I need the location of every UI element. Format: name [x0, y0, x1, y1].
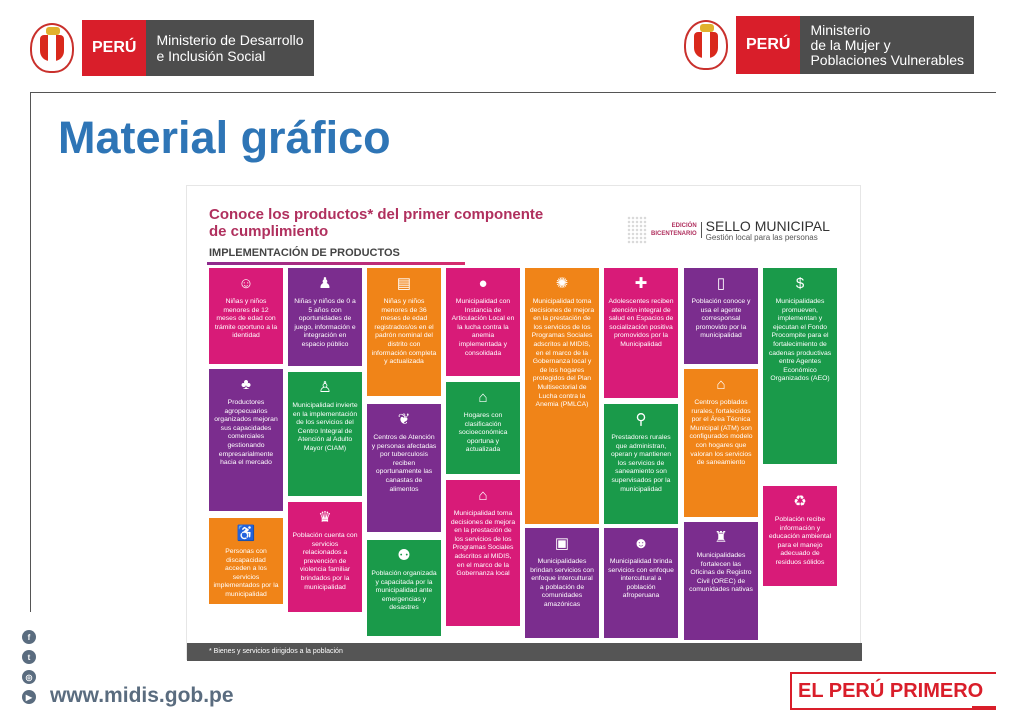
product-card — [604, 528, 678, 638]
product-card-text: Población recibe información y educación ambiental para el manejo adecuado de residuos sólidos — [768, 516, 832, 566]
product-card — [209, 369, 283, 511]
product-card-text: Municipalidades promueven, implementan y ejecutan el Fondo Procompite para el fortalecimiento de cadenas productivas entre Agentes Económico Organizados (AEO) — [768, 298, 832, 383]
product-card-text: Municipalidad invierte en la implementación de los servicios del Centro Integral de Atención al Adulto Mayor (CIAM) — [292, 402, 358, 452]
ministry-name-line1: Ministerio — [810, 21, 871, 38]
ministry-name-line3: Poblaciones Vulnerables — [810, 51, 965, 68]
registry-icon: ♜ — [714, 528, 728, 546]
house-icon: ⌂ — [716, 375, 726, 393]
product-card — [763, 268, 837, 464]
product-card-text: Municipalidad toma decisiones de mejora en la prestación de los servicios de los Programas Sociales adscritos al MIDIS, en el marco de la Gobernanza local — [450, 510, 516, 578]
infographic-title-line1: Conoce los productos* del primer componente — [209, 206, 544, 223]
mimp-logo — [684, 16, 974, 74]
product-card-text: Centros de Atención y personas afectadas por tuberculosis reciben oportunamente las canastas de alimentos — [371, 434, 437, 493]
product-card-text: Población conoce y usa el agente corresponsal promovido por la municipalidad — [691, 298, 751, 340]
farmer-icon: ♣ — [241, 375, 251, 393]
municipality-icon: ⌂ — [478, 486, 488, 504]
product-card-text: Adolescentes reciben atención integral de salud en Espacios de socialización positiva promovidos por la Municipalidad — [608, 298, 674, 348]
infographic-title — [209, 206, 589, 240]
hospital-icon: ✚ — [634, 274, 648, 292]
coat-of-arms-icon — [30, 23, 74, 73]
product-card — [684, 369, 758, 517]
baby-icon: ☺ — [238, 274, 254, 292]
sello-bicentenario-label: BICENTENARIO — [651, 231, 697, 237]
facebook-icon[interactable]: f — [22, 630, 36, 644]
wheelchair-icon: ♿ — [236, 524, 256, 542]
ministry-name — [800, 16, 974, 74]
infographic-subtitle: IMPLEMENTACIÓN DE PRODUCTOS — [209, 247, 400, 259]
infographic-title-line2: de cumplimiento — [209, 223, 329, 240]
food-icon: ❦ — [397, 410, 411, 428]
subtitle-underline — [207, 262, 465, 265]
product-card — [367, 268, 441, 396]
community-icon: ⚉ — [397, 546, 411, 564]
el-peru-primero-logo: EL PERÚ PRIMERO — [790, 672, 996, 710]
product-card-text: Municipalidad toma decisiones de mejora en la prestación de los servicios de los Programas Sociales adscritos al MIDIS, en el marco de la Gobernanza local y de los hogares protegidos del Plan Multisectorial de Lucha contra la Anemia (PMLCA) — [529, 298, 595, 409]
sello-edition — [651, 222, 702, 238]
product-card-text: Niñas y niños menores de 36 meses de edad registrados/os en el padrón nominal del distrito con información completa y actualizada — [371, 298, 437, 366]
sello-title: SELLO MUNICIPAL — [705, 217, 830, 234]
elderly-icon: ♙ — [318, 378, 332, 396]
ministry-name-line1: Ministerio de Desarrollo — [156, 32, 304, 48]
product-card-text: Productores agropecuarios organizados mejoran sus capacidades comerciales gestionando empresarialmente hacia el mercado — [214, 399, 278, 467]
product-card-text: Niñas y niños menores de 12 meses de edad con trámite oportuno a la identidad — [214, 298, 278, 340]
product-card-text: Centros poblados rurales, fortalecidos por el Área Técnica Municipal (ATM) son configurados modelo con hogares que valoran los servicios de saneamiento — [689, 399, 753, 467]
document-icon: ▤ — [396, 274, 412, 292]
product-card — [684, 268, 758, 364]
brand-underline — [972, 706, 996, 708]
product-card-text: Municipalidad con Instancia de Articulación Local en la lucha contra la anemia implementada y consolidada — [451, 298, 515, 357]
product-card — [684, 522, 758, 640]
product-card — [288, 268, 362, 366]
peru-map-icon — [627, 216, 647, 244]
product-card — [525, 268, 599, 524]
product-card — [525, 528, 599, 638]
product-card — [604, 268, 678, 398]
product-card — [446, 480, 520, 626]
recycle-icon: ♻ — [793, 492, 807, 510]
kids-icon: ♟ — [318, 274, 332, 292]
phone-icon: ▯ — [716, 274, 726, 292]
product-card — [604, 404, 678, 524]
ministry-name-line2: e Inclusión Social — [156, 48, 266, 64]
sello-municipal-logo — [627, 216, 830, 244]
product-card — [446, 382, 520, 474]
product-card — [288, 502, 362, 612]
product-card — [367, 404, 441, 532]
product-card — [288, 372, 362, 496]
product-card-text: Personas con discapacidad acceden a los servicios implementados por la municipalidad — [213, 548, 279, 598]
product-card — [763, 486, 837, 586]
product-card — [209, 518, 283, 604]
money-icon: $ — [795, 274, 805, 292]
drop-icon: ● — [478, 274, 488, 292]
website-url[interactable]: www.midis.gob.pe — [50, 684, 234, 707]
footnote: * Bienes y servicios dirigidos a la población — [187, 643, 862, 661]
product-card-text: Municipalidades fortalecen las Oficinas de Registro Civil (OREC) de comunidades nativas — [689, 552, 753, 594]
product-card — [446, 268, 520, 376]
product-card-text: Hogares con clasificación socioeconómica oportuna y actualizada — [458, 412, 508, 454]
product-card-text: Niñas y niños de 0 a 5 años con oportunidades de juego, información e integración en espacio público — [294, 298, 356, 348]
faucet-icon: ⚲ — [635, 410, 647, 428]
side-divider — [30, 92, 31, 612]
coat-of-arms-icon — [684, 20, 728, 70]
instagram-icon[interactable]: ◎ — [22, 670, 36, 684]
family-icon: ♛ — [318, 508, 332, 526]
product-card-text: Población organizada y capacitada por la municipalidad ante emergencias y desastres — [371, 570, 437, 612]
infographic-image — [186, 185, 861, 660]
peru-label: PERÚ — [82, 20, 146, 76]
ministry-name-line2: de la Mujer y — [810, 36, 891, 53]
sello-edition-label: EDICIÓN — [671, 223, 697, 229]
product-card-text: Población cuenta con servicios relacionados a prevención de violencia familiar brindados por la municipalidad — [292, 532, 358, 591]
product-card-text: Municipalidades brindan servicios con enfoque intercultural a población de comunidades amazónicas — [530, 558, 594, 608]
header-divider — [30, 92, 996, 93]
person-icon: ☻ — [633, 534, 649, 552]
product-card-text: Prestadores rurales que administran, operan y mantienen los servicios de saneamiento son supervisados por la municipalidad — [610, 434, 672, 493]
bulb-icon: ✺ — [555, 274, 569, 292]
teacher-icon: ▣ — [554, 534, 570, 552]
ministry-name — [146, 20, 313, 76]
product-card-text: Municipalidad brinda servicios con enfoque intercultural a población afroperuana — [608, 558, 674, 600]
sello-subtitle: Gestión local para las personas — [705, 232, 818, 242]
twitter-icon[interactable]: t — [22, 650, 36, 664]
house-search-icon: ⌂ — [478, 388, 488, 406]
page-title: Material gráfico — [58, 112, 391, 163]
peru-label: PERÚ — [736, 16, 800, 74]
midis-logo — [30, 20, 314, 76]
product-card — [367, 540, 441, 636]
youtube-icon[interactable]: ▶ — [22, 690, 36, 704]
product-card — [209, 268, 283, 364]
